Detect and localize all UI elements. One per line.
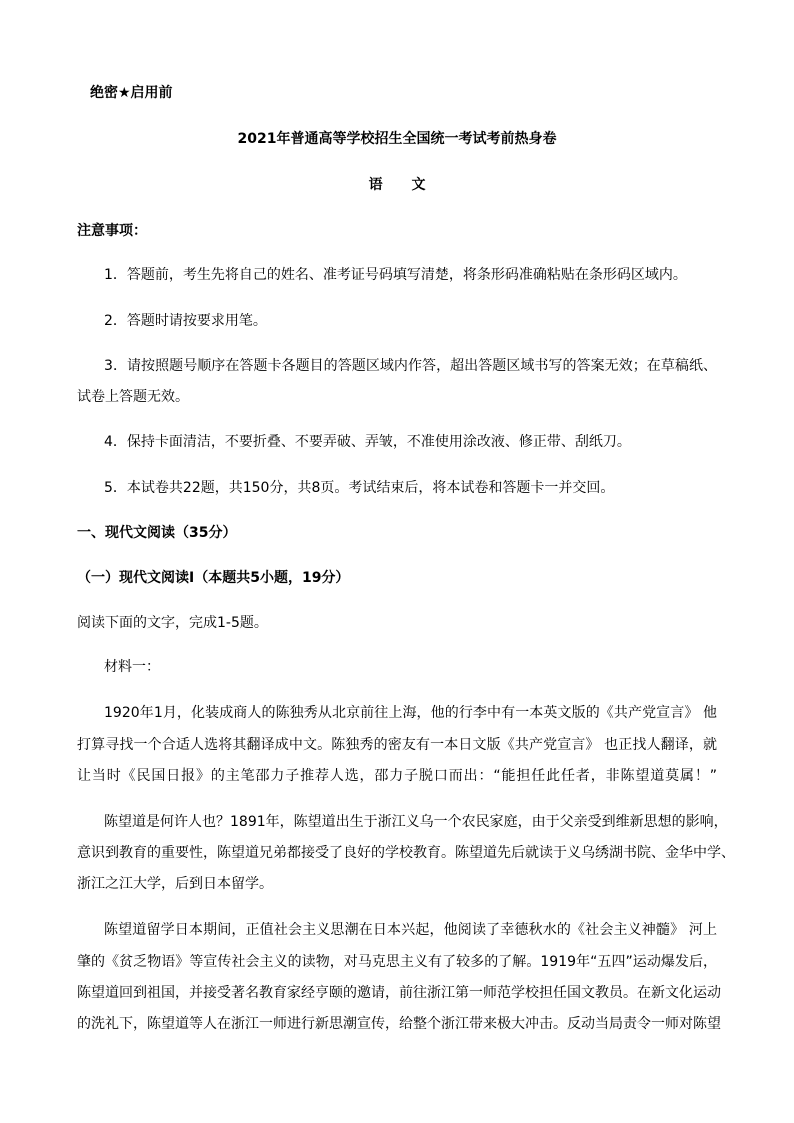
note-item-3: 3．请按照题号顺序在答题卡各题目的答题区域内作答，超出答题区域书写的答案无效；在草稿纸、 bbox=[104, 358, 717, 374]
confidential-label: 绝密★启用前 bbox=[90, 85, 173, 101]
note-item-4: 4．保持卡面清洁，不要折叠、不要弄破、弄皱，不准使用涂改液、修正带、刮纸刀。 bbox=[104, 434, 631, 450]
material-label: 材料一： bbox=[104, 659, 160, 675]
note-item-3-cont: 试卷上答题无效。 bbox=[77, 389, 189, 405]
paragraph-2-line-1: 陈望道是何许人也？1891年，陈望道出生于浙江义乌一个农民家庭，由于父亲受到维新思想的影响， bbox=[104, 814, 728, 830]
paragraph-3-line-4: 的洗礼下，陈望道等人在浙江一师进行新思潮宣传，给整个浙江带来极大冲击。反动当局责令一师对陈望 bbox=[77, 1016, 721, 1032]
paragraph-1-line-2: 打算寻找一个合适人选将其翻译成中文。陈独秀的密友有一本日文版《共产党宣言》 也正找人翻译，就 bbox=[77, 737, 717, 753]
subsection-heading: （一）现代文阅读Ⅰ（本题共5小题，19分） bbox=[77, 570, 350, 586]
exam-title: 2021年普通高等学校招生全国统一考试考前热身卷 bbox=[237, 131, 557, 147]
paragraph-3-line-1: 陈望道留学日本期间，正值社会主义思潮在日本兴起，他阅读了幸德秋水的《社会主义神髓》 河上 bbox=[104, 922, 717, 938]
paragraph-1-line-1: 1920年1月，化装成商人的陈独秀从北京前往上海，他的行李中有一本英文版的《共产党宣言》 他 bbox=[104, 705, 717, 721]
paragraph-2-line-3: 浙江之江大学，后到日本留学。 bbox=[77, 876, 273, 892]
reading-instruction: 阅读下面的文字，完成1-5题。 bbox=[77, 615, 268, 631]
paragraph-3-line-3: 陈望道回到祖国，并接受著名教育家经亨颐的邀请，前往浙江第一师范学校担任国文教员。在新文化运动 bbox=[77, 985, 721, 1001]
subject-char-2: 文 bbox=[411, 177, 426, 193]
notes-heading: 注意事项： bbox=[77, 223, 147, 239]
note-item-2: 2．答题时请按要求用笔。 bbox=[104, 313, 267, 329]
paragraph-1-line-3: 让当时《民国日报》的主笔邵力子推荐人选，邵力子脱口而出：“能担任此任者，非陈望道莫属！” bbox=[77, 768, 717, 784]
paragraph-3-line-2: 肇的《贫乏物语》等宣传社会主义的读物，对马克思主义有了较多的了解。1919年“五四”运动爆发后， bbox=[77, 954, 717, 970]
note-item-1: 1．答题前，考生先将自己的姓名、准考证号码填写清楚，将条形码准确粘贴在条形码区域内。 bbox=[104, 267, 687, 283]
note-item-5: 5．本试卷共22题，共150分，共8页。考试结束后，将本试卷和答题卡一并交回。 bbox=[104, 480, 615, 496]
subject-char-1: 语 bbox=[368, 177, 383, 193]
paragraph-2-line-2: 意识到教育的重要性，陈望道兄弟都接受了良好的学校教育。陈望道先后就读于义乌绣湖书院、金华中学、 bbox=[77, 845, 735, 861]
section-heading: 一、现代文阅读（35分） bbox=[77, 525, 237, 541]
subject-title bbox=[0, 174, 794, 194]
